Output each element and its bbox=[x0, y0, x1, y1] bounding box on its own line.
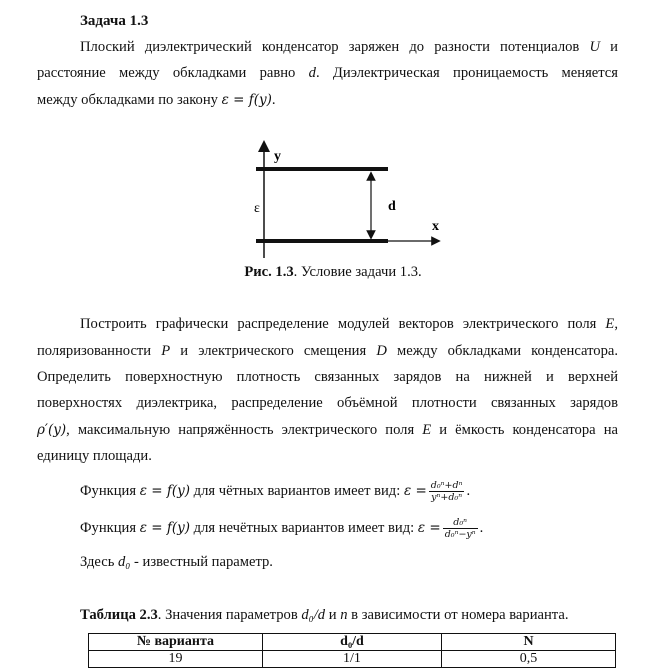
odd-function-line: Функция ε = f(y) для нечётных вариантов имеет вид: ε = $\frac{\text{d₀ⁿ}}{\text{d₀ⁿ−yⁿ}}$ . bbox=[80, 517, 484, 540]
task-title: Задача 1.3 bbox=[80, 13, 149, 29]
intro-line-2: расстояние между обкладками равно d. Диэлектрическая проницаемость меняется bbox=[37, 65, 618, 81]
intro-line-1: Плоский диэлектрический конденсатор заряжен до разности потенциалов U и bbox=[80, 39, 618, 55]
x-axis-label: x bbox=[432, 219, 439, 234]
even-fraction: $\frac{\text{d₀ⁿ+dⁿ}}{\text{yⁿ+d₀ⁿ}}$ bbox=[430, 480, 463, 503]
table-row bbox=[89, 651, 616, 668]
epsilon-label: ε bbox=[254, 201, 260, 216]
header-d0-d: d₀/d bbox=[262, 634, 441, 651]
body-line-4: поверхностях диэлектрика, распределение объёмной плотности связанных зарядов bbox=[37, 395, 618, 411]
header-variant: № варианта bbox=[89, 634, 263, 651]
parameters-table bbox=[88, 633, 616, 668]
cell-n: 0,5 bbox=[442, 651, 616, 668]
cell-variant: 19 bbox=[89, 651, 263, 668]
header-n: N bbox=[442, 634, 616, 651]
odd-fraction: $\frac{\text{d₀ⁿ}}{\text{d₀ⁿ−yⁿ}}$ bbox=[444, 517, 476, 540]
body-line-6: единицу площади. bbox=[37, 448, 152, 464]
body-line-5: ρ′(y), максимальную напряжённость электрического поля E и ёмкость конденсатора на bbox=[37, 422, 618, 438]
body-line-1: Построить графически распределение модулей векторов электрического поля E, bbox=[80, 316, 618, 332]
table-caption: Таблица 2.3. Значения параметров d₀/d и n в зависимости от номера варианта. bbox=[80, 607, 569, 623]
parameter-note: Здесь d₀ - известный параметр. bbox=[80, 554, 273, 570]
table-header-row bbox=[89, 634, 616, 651]
even-function-line: Функция ε = f(y) для чётных вариантов имеет вид: ε = $\frac{\text{d₀ⁿ+dⁿ}}{\text{yⁿ+d₀ⁿ}}$ . bbox=[80, 480, 471, 503]
cell-d0-d: 1/1 bbox=[262, 651, 441, 668]
intro-line-3: между обкладками по закону ε = f(y). bbox=[37, 92, 276, 108]
figure-caption: Рис. 1.3. Условие задачи 1.3. bbox=[244, 264, 422, 280]
y-axis-label: y bbox=[274, 149, 281, 164]
distance-label: d bbox=[388, 199, 396, 214]
body-line-2: поляризованности P и электрического смещения D между обкладками конденсатора. bbox=[37, 343, 618, 359]
body-line-3: Определить поверхностную плотность связанных зарядов на нижней и верхней bbox=[37, 369, 618, 385]
